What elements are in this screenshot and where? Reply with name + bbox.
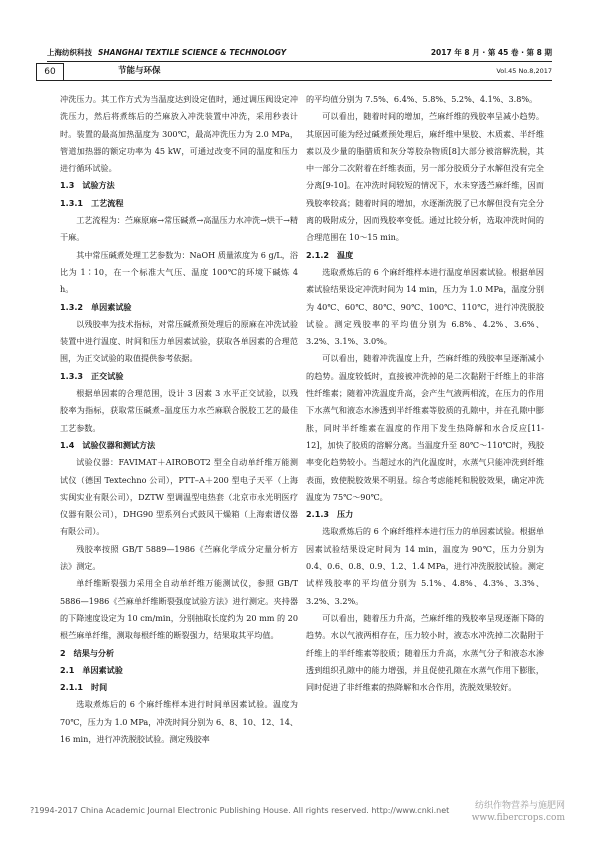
heading-number: 1.3.3 bbox=[60, 370, 84, 381]
copyright-footer: ?1994-2017 China Academic Journal Electronic Publishing House. All rights reserved. http://www.cnki.net bbox=[30, 806, 450, 815]
heading-title: 工艺流程 bbox=[91, 197, 124, 208]
journal-name-en: SHANGHAI TEXTILE SCIENCE & TECHNOLOGY bbox=[98, 48, 287, 57]
body-paragraph: 可以看出，随着冲洗温度上升，苎麻纤维的残胶率呈逐渐减小的趋势。温度较低时，直接被冲洗掉的是二次黏附于纤维上的非溶性纤维素；随着冲洗温度升高，会产生气液两相流，在压力的作用下水蒸气和液态水渗透到半纤维素等胶质的孔隙中，并在孔隙中膨胀，同时半纤维素在温度的作用下发生热降解和水合反应[11-12]，加快了胶质的溶解分离。当温度升至 80℃～110℃时，残胶率变化趋势较小。当超过水的汽化温度时，水蒸气只能冲洗到纤维表面，致使脱胶效果不明显。综合考虑能耗和脱胶效果，确定冲洗温度为 75℃～90℃。 bbox=[306, 353, 544, 502]
header-rule bbox=[47, 61, 552, 62]
section-rule bbox=[47, 80, 552, 81]
heading-number: 2.1.2 bbox=[306, 249, 330, 260]
body-paragraph: 选取煮炼后的 6 个麻纤维样本进行时间单因素试验。温度为 70℃，压力为 1.0 MPa，冲洗时间分别为 6、8、10、12、14、16 min，进行冲洗脱胶试验。测定残胶率 bbox=[60, 699, 298, 744]
left-column bbox=[60, 91, 298, 748]
section-heading bbox=[60, 368, 298, 385]
section-heading bbox=[60, 645, 298, 662]
heading-title: 正交试验 bbox=[91, 370, 124, 381]
section-heading bbox=[60, 177, 298, 194]
heading-number: 1.3 bbox=[60, 180, 75, 191]
body-paragraph: 冲洗压力。其工作方式为当温度达到设定值时，通过调压阀设定冲洗压力，然后将煮练后的苎麻放入冲洗装置中冲洗，采用秒表计时。装置的最高加热温度为 300℃，最高冲洗压力为 2.0 MPa，管道加热器的额定功率为 45 kW，可通过改变不同的温度和压力进行循环试验。 bbox=[60, 94, 298, 174]
heading-title: 单因素试验 bbox=[82, 664, 123, 675]
body-paragraph: 试验仪器：FAVIMAT＋AIROBOT2 型全自动单纤维万能测试仪（德国 Textechno 公司），PTT–A＋200 型电子天平（上海实闽实业有限公司），DZTW 型调温型电热套（北京市永光明医疗仪器有限公司），DHG90 型系列台式鼓风干燥箱（上海索谱仪器有限公司）。 bbox=[60, 457, 298, 537]
watermark-site-name: 纺织作物营养与施肥网 bbox=[474, 801, 565, 811]
body-paragraph: 选取煮炼后的 6 个麻纤维样本进行压力的单因素试验。根据单因素试验结果设定时间为 14 min，温度为 90℃，压力分别为 0.4、0.6、0.8、0.9、1.2、1.4 MPa，进行冲洗脱胶试验。测定试样残胶率的平均值分别为 5.1%、4.8%、4.3%、3.3%、3.2%、3.2%。 bbox=[306, 526, 544, 606]
heading-title: 压力 bbox=[337, 509, 354, 520]
section-heading bbox=[60, 662, 298, 679]
heading-title: 试验方法 bbox=[82, 180, 115, 191]
heading-title: 试验仪器和测试方法 bbox=[82, 439, 156, 450]
body-paragraph: 工艺流程为：苎麻原麻→常压碱煮→高温压力水冲洗→烘干→精干麻。 bbox=[60, 215, 298, 243]
section-heading bbox=[60, 299, 298, 316]
heading-title: 单因素试验 bbox=[91, 301, 132, 312]
heading-number: 1.3.2 bbox=[60, 301, 84, 312]
heading-number: 2.1 bbox=[60, 664, 75, 675]
watermark bbox=[472, 800, 565, 824]
heading-title: 温度 bbox=[337, 249, 354, 260]
section-heading bbox=[60, 437, 298, 454]
journal-name: 上海纺织科技 SHANGHAI TEXTILE SCIENCE & TECHNOLOGY bbox=[47, 48, 287, 57]
heading-number: 1.3.1 bbox=[60, 197, 84, 208]
page-number: 60 bbox=[36, 63, 64, 81]
body-paragraph: 选取煮炼后的 6 个麻纤维样本进行温度单因素试验。根据单因素试验结果设定冲洗时间为 14 min，压力为 1.0 MPa，温度分别为 40℃、60℃、80℃、90℃、100℃、110℃，进行冲洗脱胶试验。测定残胶率的平均值分别为 6.8%、4.2%、3.6%、3.2%、3.1%、3.0%。 bbox=[306, 266, 544, 347]
section-heading bbox=[306, 247, 544, 264]
issue-info: 2017 年 8 月 · 第 45 卷 · 第 8 期 bbox=[430, 48, 552, 57]
body-paragraph: 以残胶率为技术指标，对常压碱煮预处理后的原麻在冲洗试验装置中进行温度、时间和压力单因素试验，获取各单因素的合理范围，为正交试验的取值提供参考依据。 bbox=[60, 318, 298, 364]
body-paragraph: 其中常压碱煮处理工艺参数为：NaOH 质量浓度为 6 g/L，浴比为 1∶10，在一个标准大气压、温度 100℃的环境下碱炼 4 h。 bbox=[60, 249, 298, 295]
right-column bbox=[306, 91, 544, 696]
body-paragraph: 可以看出，随着时间的增加，苎麻纤维的残胶率呈减小趋势。其原因可能为经过碱煮预处理后，麻纤维中果胶、木质素、半纤维素以及少量的脂腊质和灰分等胶杂物质[8]大部分被溶解洗脱，其中一部分二次附着在纤维表面，另一部分胶质分子水解但没有完全分离[9-10]。在冲洗时间较短的情况下，水未穿透苎麻纤维，因而残胶率较高；随着时间的增加，水逐渐洗脱了已水解但没有完全分离的吸附成分，因而残胶率变低。通过比较分析，选取冲洗时间的合理范围在 10～15 min。 bbox=[306, 111, 544, 243]
heading-title: 结果与分析 bbox=[73, 647, 115, 658]
heading-number: 2 bbox=[60, 647, 66, 658]
section-title: 节能与环保 bbox=[118, 66, 161, 76]
watermark-url: www.fibercrops.com bbox=[471, 813, 565, 823]
section-heading bbox=[60, 195, 298, 212]
body-paragraph: 单纤维断裂强力采用全自动单纤维万能测试仪，参照 GB/T 5886—1986《苎麻单纤维断裂强度试验方法》进行测定。夹持器的下降速度设定为 10 cm/min，分别抽取长度约为 20 mm 的 20 根苎麻单纤维，测取每根纤维的断裂强力，结果取其平均值。 bbox=[60, 578, 298, 641]
section-heading bbox=[60, 679, 298, 696]
heading-number: 1.4 bbox=[60, 439, 75, 450]
heading-title: 时间 bbox=[91, 682, 108, 693]
heading-number: 2.1.3 bbox=[306, 509, 330, 520]
volume-info: Vol.45 No.8,2017 bbox=[496, 67, 552, 75]
body-paragraph: 的平均值分别为 7.5%、6.4%、5.8%、5.2%、4.1%、3.8%。 bbox=[306, 94, 538, 104]
section-header bbox=[36, 63, 552, 79]
body-paragraph: 残胶率按照 GB/T 5889—1986《苎麻化学成分定量分析方法》测定。 bbox=[60, 543, 298, 572]
heading-number: 2.1.1 bbox=[60, 682, 84, 693]
body-paragraph: 根据单因素的合理范围，设计 3 因素 3 水平正交试验，以残胶率为指标，获取常压碱煮–温度压力水苎麻联合脱胶工艺的最佳工艺参数。 bbox=[60, 388, 298, 433]
body-paragraph: 可以看出，随着压力升高，苎麻纤维的残胶率呈现逐渐下降的趋势。水以气液两相存在，压力较小时，液态水冲洗掉二次黏附于纤维上的半纤维素等胶质；随着压力升高，水蒸气分子和液态水渗透到组织孔隙中的能力增强，并且促使孔隙在水蒸气作用下膨胀，同时促进了非纤维素的热降解和水合作用，洗脱效果较好。 bbox=[306, 612, 544, 693]
section-heading bbox=[306, 506, 544, 523]
running-header bbox=[47, 46, 552, 60]
